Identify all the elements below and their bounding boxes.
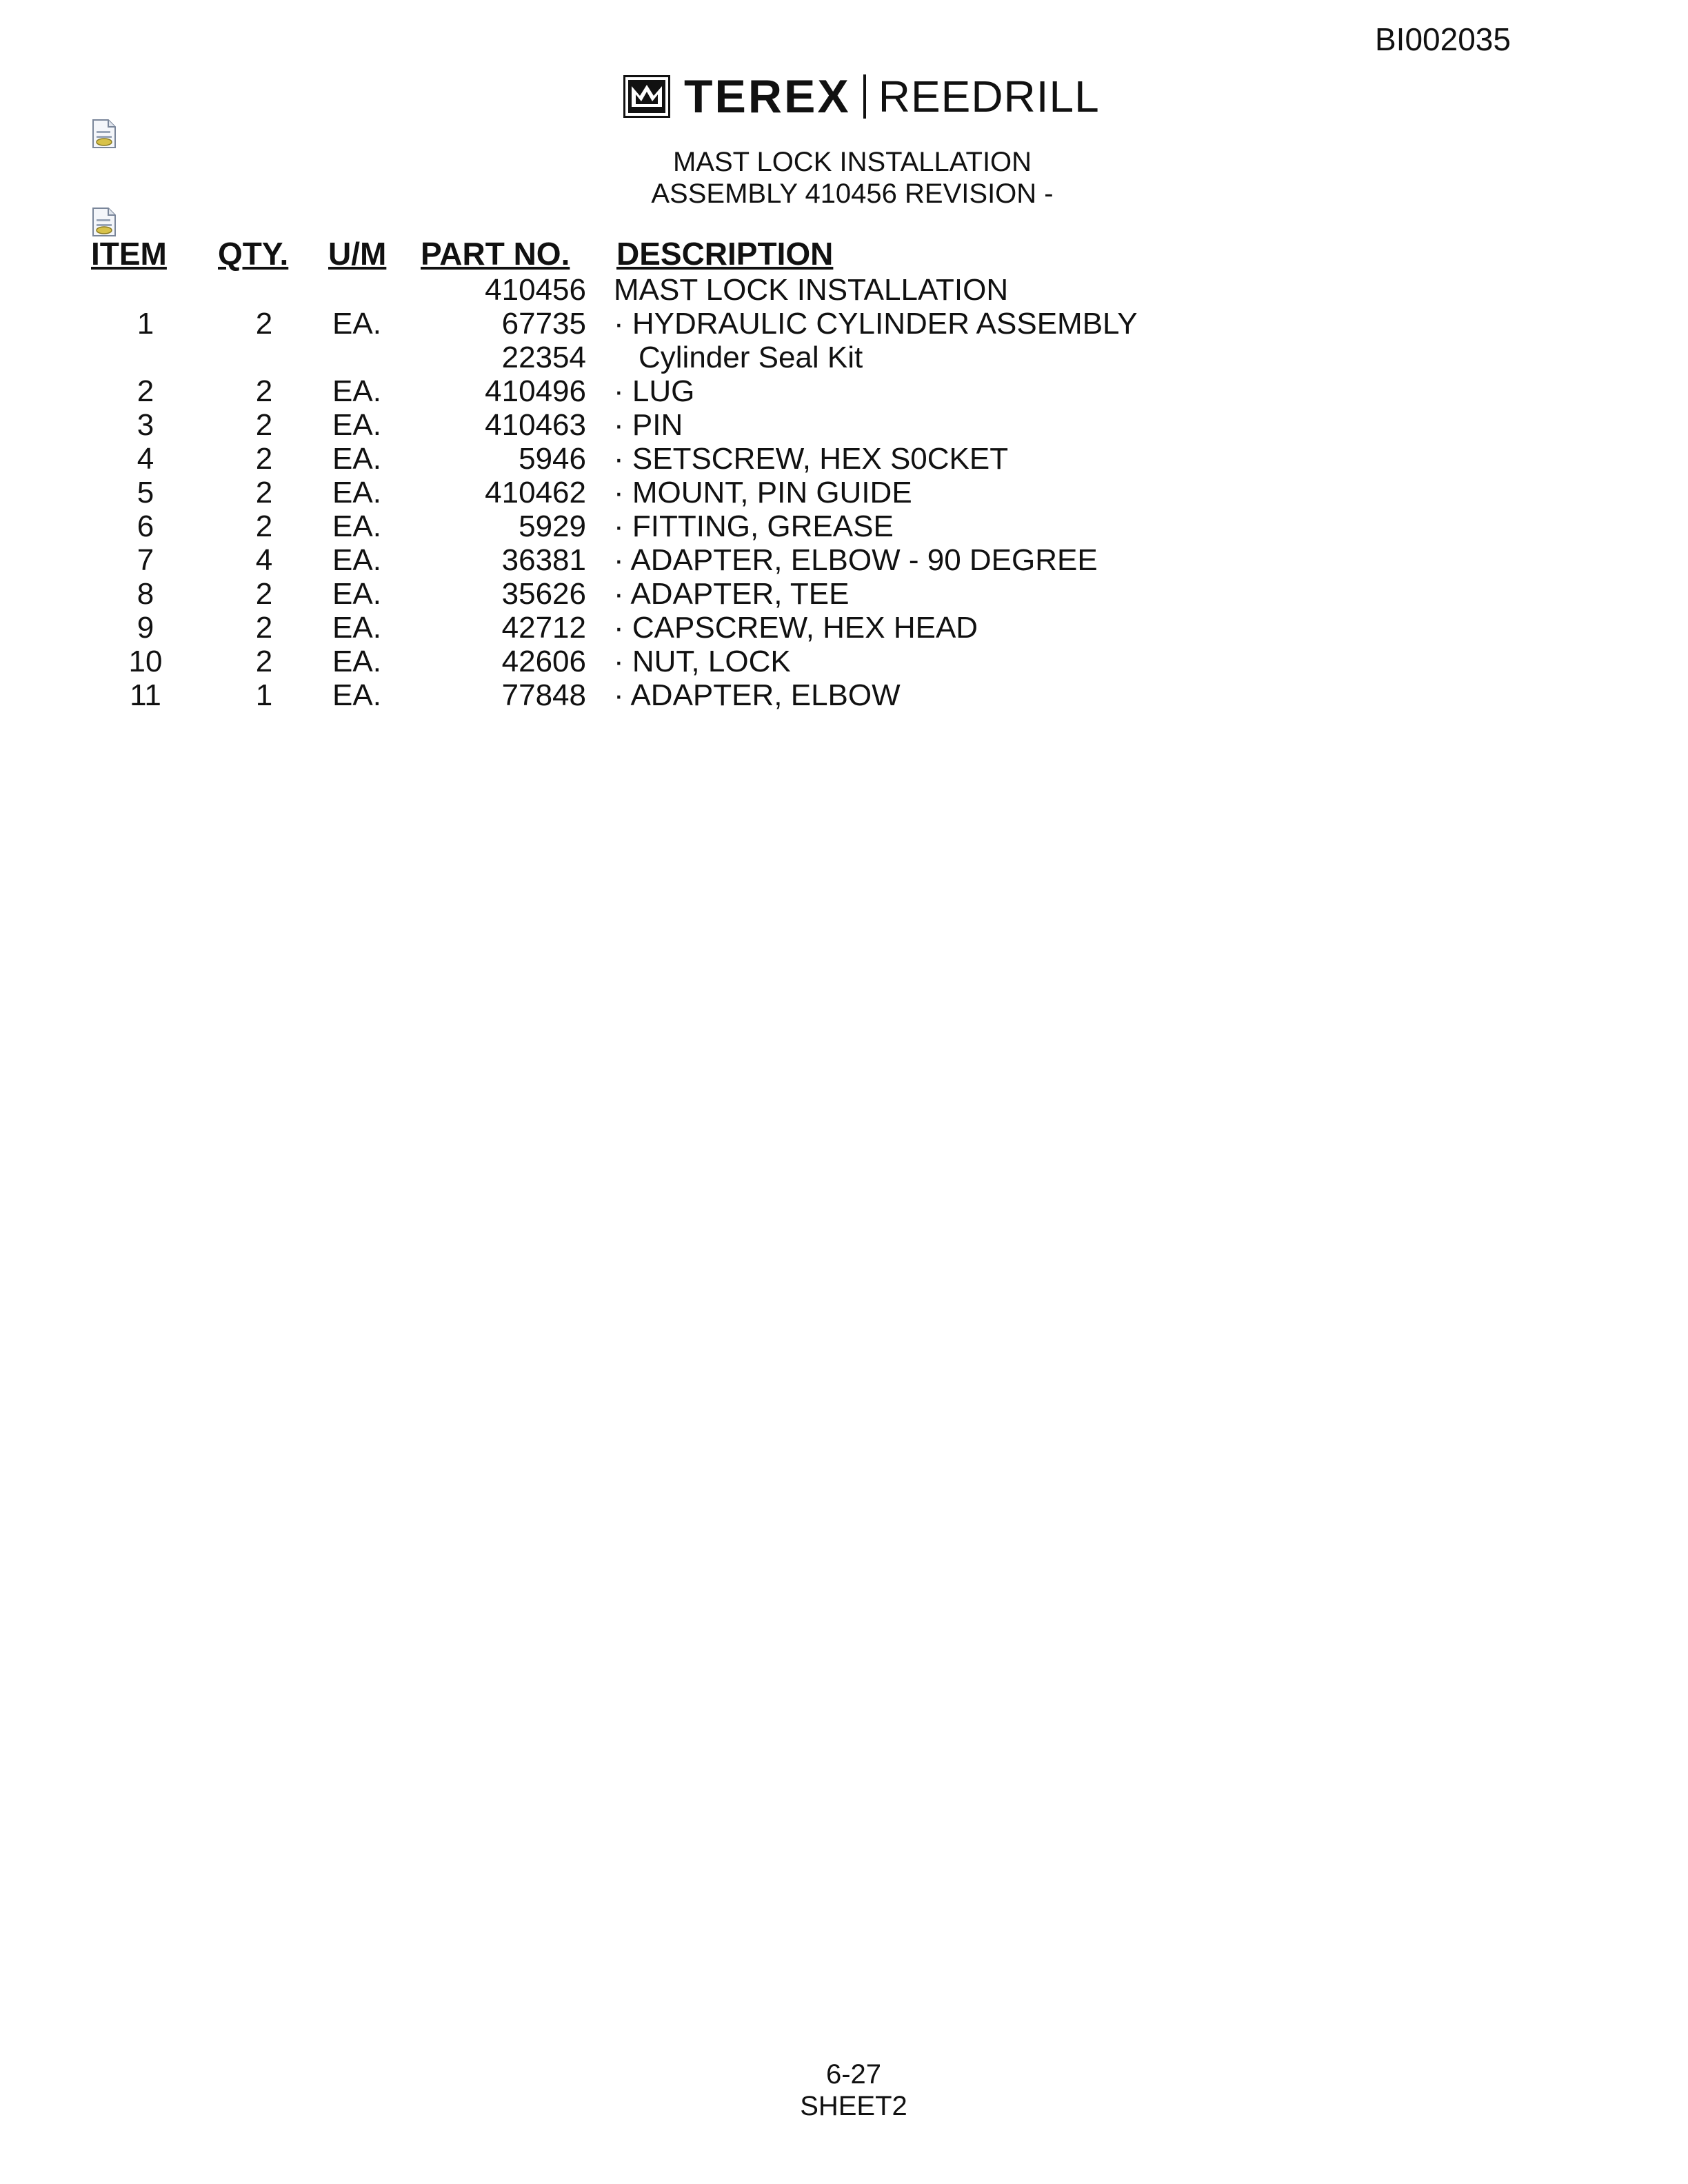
page-number: 6-27 — [825, 2059, 882, 2090]
header-part-no: PART NO. — [421, 236, 570, 272]
cell-um: EA. — [332, 577, 381, 611]
cell-item: 2 — [137, 374, 154, 408]
cell-qty: 4 — [255, 543, 273, 577]
cell-um: EA. — [332, 678, 381, 712]
logo-division-text: REEDRILL — [878, 72, 1100, 121]
cell-qty: 2 — [255, 408, 273, 442]
cell-part-no: 67735 — [501, 307, 586, 341]
cell-um: EA. — [332, 509, 381, 543]
cell-um — [328, 273, 421, 307]
cell-item: 10 — [128, 645, 163, 678]
logo-brand-text: TEREX — [684, 70, 851, 123]
cell-item: 3 — [137, 408, 154, 442]
cell-part-no: 42712 — [501, 611, 586, 645]
document-id: BI002035 — [1375, 21, 1511, 57]
document-link-icon[interactable] — [91, 119, 117, 149]
cell-description: · PIN — [614, 408, 683, 442]
cell-qty: 2 — [255, 645, 273, 678]
cell-qty — [200, 341, 328, 374]
cell-part-no: 77848 — [501, 678, 586, 712]
cell-item: 4 — [137, 442, 154, 476]
assembly-title — [8, 146, 1688, 210]
table-row — [91, 509, 1138, 543]
table-row — [91, 543, 1138, 577]
cell-qty: 2 — [255, 374, 273, 408]
cell-part-no: 42606 — [501, 645, 586, 678]
cell-qty: 2 — [255, 509, 273, 543]
cell-um: EA. — [332, 476, 381, 509]
cell-qty: 2 — [255, 611, 273, 645]
logo-divider — [863, 74, 866, 119]
cell-item — [91, 341, 200, 374]
cell-description: · ADAPTER, ELBOW — [614, 678, 901, 712]
cell-um — [328, 341, 421, 374]
cell-item: 11 — [130, 678, 161, 712]
header-um: U/M — [328, 236, 387, 272]
title-line-2: ASSEMBLY 410456 REVISION - — [651, 179, 1054, 209]
header-description: DESCRIPTION — [616, 236, 834, 272]
cell-description: · LUG — [614, 374, 695, 408]
cell-description: · FITTING, GREASE — [614, 509, 894, 543]
cell-item: 9 — [137, 611, 154, 645]
cell-item: 7 — [137, 543, 154, 577]
cell-part-no: 5946 — [519, 442, 586, 476]
cell-item: 5 — [137, 476, 154, 509]
cell-description: · ADAPTER, TEE — [614, 577, 850, 611]
header-item: ITEM — [91, 236, 167, 272]
parts-table — [91, 234, 1138, 712]
cell-qty: 2 — [255, 307, 273, 341]
cell-description: · HYDRAULIC CYLINDER ASSEMBLY — [614, 307, 1138, 341]
cell-um: EA. — [332, 645, 381, 678]
cell-description: · ADAPTER, ELBOW - 90 DEGREE — [614, 543, 1098, 577]
cell-item: 6 — [137, 509, 154, 543]
cell-qty: 2 — [255, 577, 273, 611]
header-qty: QTY. — [218, 236, 289, 272]
table-row — [91, 341, 1138, 374]
cell-item: 8 — [137, 577, 154, 611]
table-row — [91, 374, 1138, 408]
cell-description: · MOUNT, PIN GUIDE — [614, 476, 912, 509]
table-row — [91, 611, 1138, 645]
cell-part-no: 410463 — [485, 408, 586, 442]
sub-item-description: Cylinder Seal Kit — [639, 341, 863, 374]
parts-table-body — [91, 273, 1138, 712]
cell-um: EA. — [332, 442, 381, 476]
cell-um: EA. — [332, 307, 381, 341]
table-row — [91, 645, 1138, 678]
cell-qty: 1 — [255, 678, 273, 712]
cell-qty: 2 — [255, 476, 273, 509]
cell-um: EA. — [332, 408, 381, 442]
cell-part-no: 36381 — [501, 543, 586, 577]
cell-qty — [200, 273, 328, 307]
cell-part-no: 410462 — [485, 476, 586, 509]
cell-description: MAST LOCK INSTALLATION — [614, 273, 1009, 307]
cell-description — [614, 341, 1138, 374]
cell-part-no: 410456 — [485, 273, 586, 307]
table-row — [91, 442, 1138, 476]
table-row — [91, 678, 1138, 712]
table-row — [91, 408, 1138, 442]
cell-qty: 2 — [255, 442, 273, 476]
cell-description: · CAPSCREW, HEX HEAD — [614, 611, 978, 645]
cell-part-no: 35626 — [501, 577, 586, 611]
table-header-row — [91, 234, 1138, 273]
table-row — [91, 577, 1138, 611]
cell-part-no: 22354 — [501, 341, 586, 374]
cell-part-no: 5929 — [519, 509, 586, 543]
cell-um: EA. — [332, 374, 381, 408]
table-row — [91, 476, 1138, 509]
terex-reedrill-logo — [623, 70, 1100, 123]
page-footer — [10, 2059, 1688, 2122]
sheet-label: SHEET2 — [800, 2091, 907, 2121]
cell-item — [91, 273, 200, 307]
cell-item: 1 — [137, 307, 154, 341]
cell-um: EA. — [332, 543, 381, 577]
document-link-icon[interactable] — [91, 207, 117, 237]
terex-crown-logo-icon — [623, 75, 670, 118]
cell-part-no: 410496 — [485, 374, 586, 408]
table-row — [91, 307, 1138, 341]
cell-description: · SETSCREW, HEX S0CKET — [614, 442, 1009, 476]
title-line-1: MAST LOCK INSTALLATION — [672, 147, 1032, 177]
table-row — [91, 273, 1138, 307]
cell-description: · NUT, LOCK — [614, 645, 791, 678]
cell-um: EA. — [332, 611, 381, 645]
